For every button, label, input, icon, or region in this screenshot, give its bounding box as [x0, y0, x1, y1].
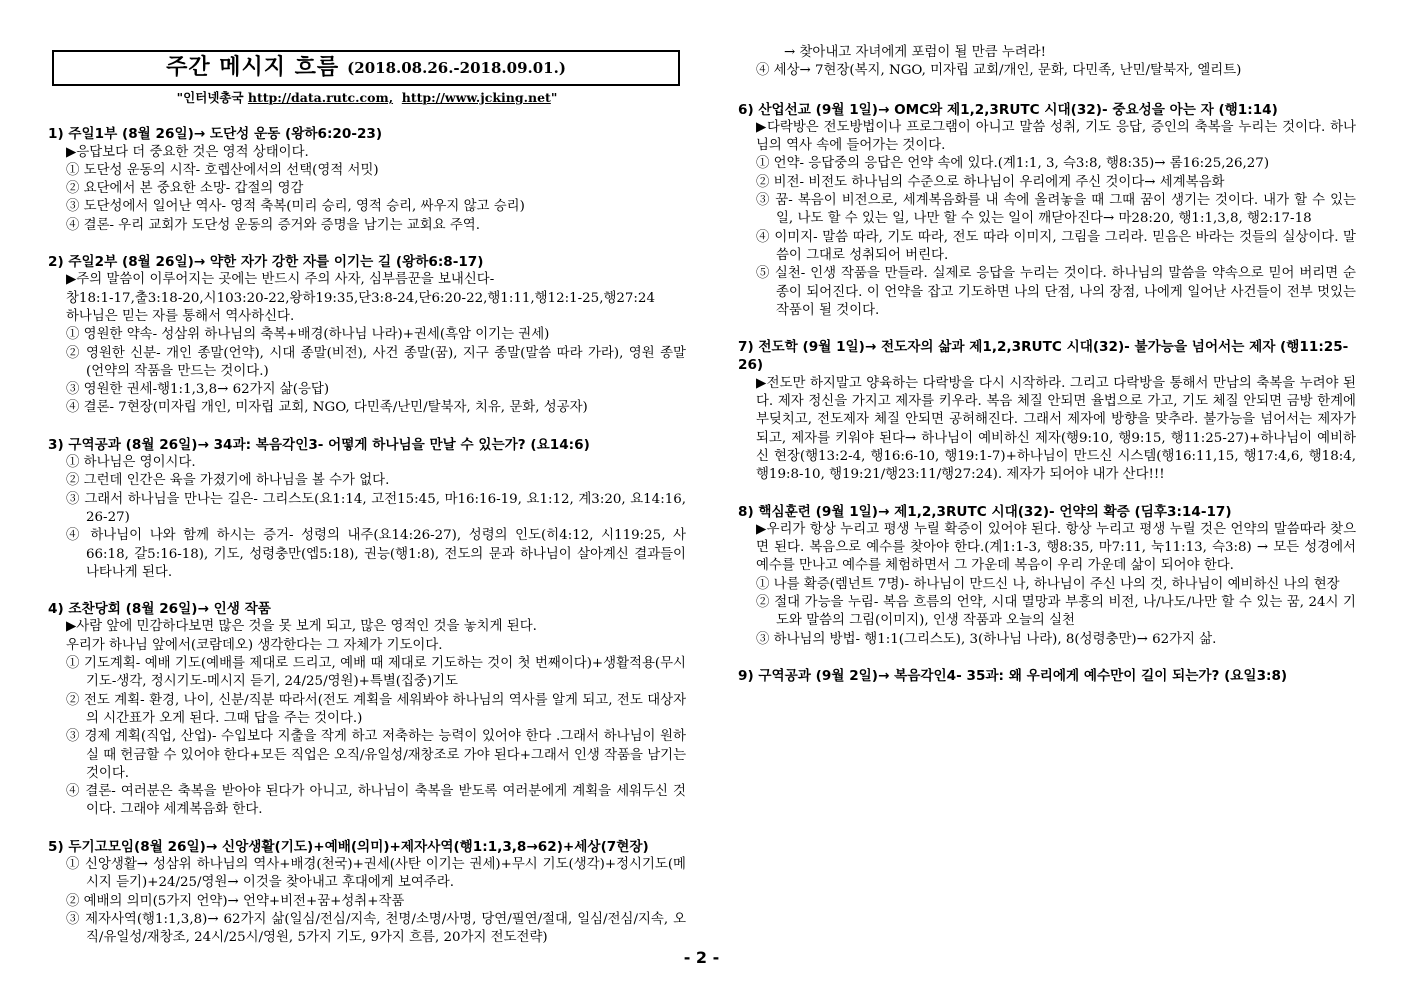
- list-item: ② 요단에서 본 중요한 소망- 갑절의 영감: [66, 181, 304, 197]
- date-range: (2018.08.26.-2018.09.01.): [347, 58, 566, 77]
- list-item: ① 하나님은 영이시다.: [66, 455, 196, 471]
- list-item: ④ 결론- 우리 교회가 도단성 운동의 증거와 증명을 남기는 교회요 주역.: [66, 217, 480, 233]
- section: [738, 667, 1356, 685]
- list-item: ② 전도 계획- 환경, 나이, 신분/직분 따라서(전도 계획을 세워봐야 하나님의 역사를 알게 되고, 전도 대상자의 시간표가 오게 된다. 그때 답을 주는 것이다.): [66, 692, 686, 726]
- section: [48, 125, 686, 235]
- section: [48, 253, 686, 418]
- list-item: ① 나를 확증(렘넌트 7명)- 하나님이 만드신 나, 하나님이 주신 나의 것, 하나님이 예비하신 나의 현장: [756, 576, 1340, 592]
- section: [48, 436, 686, 582]
- list-item: ⑤ 실천- 인생 작품을 만들라. 실제로 응답을 누리는 것이다. 하나님의 말씀을 약속으로 믿어 버리면 순종이 되어진다. 이 언약을 잡고 기도하면 나의 단점, 나의 장점, 나에게 일어난 사건들이 전부 멋있는 작품이 될 것이다.: [756, 266, 1356, 318]
- section-intro: ▶사람 앞에 민감하다보면 많은 것을 못 보게 되고, 많은 영적인 것을 놓치게 된다.: [66, 619, 537, 635]
- list-item: ① 영원한 약속- 성삼위 하나님의 축복+배경(하나님 나라)+권세(흑암 이기는 권세): [66, 327, 550, 343]
- section-intro: 하나님은 믿는 자를 통해서 역사하신다.: [66, 308, 295, 324]
- section-intro: ▶우리가 항상 누리고 평생 누릴 확증이 있어야 된다. 항상 누리고 평생 누릴 것은 언약의 말씀따라 찾으면 된다. 복음으로 예수를 찾아야 한다.(계1:1-3, 행8:35, 마7:11, 눅11:13, 슥3:8) → 모든 성경에서 예수를 만나고 예수를 체험하면서 그 가운데 복음이 우리 가운데 삶이 되어야 한다.: [756, 521, 1356, 574]
- subtitle: [48, 89, 686, 107]
- continuation-line: → 찾아내고 자녀에게 포럼이 될 만큼 누려라!: [784, 45, 1047, 60]
- list-item: ④ 이미지- 말씀 따라, 기도 따라, 전도 따라 이미지, 그림을 그리라. 믿음은 바라는 것들의 실상이다. 말씀이 그대로 성취되어 버린다.: [756, 229, 1356, 263]
- section: [738, 338, 1356, 484]
- list-item: ③ 하나님의 방법- 행1:1(그리스도), 3(하나님 나라), 8(성령충만)→ 62가지 삶.: [756, 631, 1217, 647]
- section: [738, 101, 1356, 321]
- list-item: ① 도단성 운동의 시작- 호렙산에서의 선택(영적 서밋): [66, 162, 379, 178]
- section: [48, 838, 686, 948]
- section: [738, 503, 1356, 649]
- list-item: ③ 꿈- 복음이 비전으로, 세계복음화를 내 속에 올려놓을 때 그때 꿈이 생기는 것이다. 내가 할 수 있는 일, 나도 할 수 있는 일, 나만 할 수 있는 일이 깨닫아진다→ 마28:20, 행1:1,3,8, 행2:17-18: [756, 193, 1356, 227]
- right-top-continuation: [738, 44, 1356, 81]
- list-item: ④ 결론- 7현장(미자립 개인, 미자립 교회, NGO, 다민족/난민/탈북자, 치유, 문화, 성공자): [66, 400, 588, 416]
- page-title: 주간 메시지 흐름: [166, 54, 340, 80]
- list-item: ① 신앙생활→ 성삼위 하나님의 역사+배경(천국)+권세(사탄 이기는 권세)+무시 기도(생각)+정시기도(메시지 듣기)+24/25/영원→ 이것을 찾아내고 후대에게 보여주라.: [66, 856, 686, 891]
- section-heading: 1) 주일1부 (8월 26일)→ 도단성 운동 (왕하6:20-23): [48, 126, 383, 143]
- right-sections: [738, 101, 1356, 686]
- list-item: ④ 세상→ 7현장(복지, NGO, 미자립 교회/개인, 문화, 다민족, 난민/탈북자, 엘리트): [756, 63, 1242, 79]
- list-item: ③ 그래서 하나님을 만나는 길은- 그리스도(요1:14, 고전15:45, 마16:16-19, 요1:12, 계3:20, 요14:16, 26-27): [66, 491, 686, 525]
- list-item: ② 영원한 신분- 개인 종말(언약), 시대 종말(비전), 사건 종말(꿈), 지구 종말(말씀 따라 가라), 영원 종말(언약의 작품을 만드는 것이다.): [66, 345, 686, 379]
- title-box: [52, 50, 680, 86]
- left-column: [48, 50, 686, 965]
- list-item: ② 그런데 인간은 육을 가졌기에 하나님을 볼 수가 없다.: [66, 473, 390, 489]
- section-heading: 2) 주일2부 (8월 26일)→ 약한 자가 강한 자를 이기는 길 (왕하6:8-17): [48, 254, 484, 271]
- list-item: ③ 경제 계획(직업, 산업)- 수입보다 지출을 작게 하고 저축하는 능력이 있어야 한다 .그래서 하나님이 원하실 때 헌금할 수 있어야 한다+모든 직업은 오직/유일성/재창조로 가야 된다+그래서 인생 작품을 남기는 것이다.: [66, 729, 686, 781]
- list-item: ② 비전- 비전도 하나님의 수준으로 하나님이 우리에게 주신 것이다→ 세계복음화: [756, 174, 1225, 190]
- list-item: ② 절대 가능을 누림- 복음 흐름의 언약, 시대 멸망과 부흥의 비전, 나/나도/나만 할 수 있는 꿈, 24시 기도와 말씀의 그림(이미지), 인생 작품과 오늘의 실천: [756, 595, 1356, 629]
- section-heading: 8) 핵심훈련 (9월 1일)→ 제1,2,3RUTC 시대(32)- 언약의 확증 (딤후3:14-17): [738, 503, 1232, 520]
- list-item: ② 예배의 의미(5가지 언약)→ 언약+비전+꿈+성취+작품: [66, 893, 405, 909]
- list-item: ③ 제자사역(행1:1,3,8)→ 62가지 삶(일심/전심/지속, 천명/소명/사명, 당연/필연/절대, 일심/전심/지속, 오직/유일성/재창조, 24시/25시/영원, 5가지 기도, 9가지 흐름, 20가지 전도전략): [66, 911, 686, 946]
- subtitle-prefix: "인터넷총국: [176, 90, 244, 105]
- section-heading: 3) 구역공과 (8월 26일)→ 34과: 복음각인3- 어떻게 하나님을 만날 수 있는가? (요14:6): [48, 436, 590, 453]
- list-item: ④ 하나님이 나와 함께 하시는 증거- 성령의 내주(요14:26-27), 성령의 인도(히4:12, 시119:25, 사66:18, 갈5:16-18), 기도, 성령충만(엡5:18), 권능(행1:8), 전도의 문과 하나님이 살아계신 결과들이 나타나게 된다.: [66, 528, 686, 580]
- section-intro: ▶응답보다 더 중요한 것은 영적 상태이다.: [66, 144, 309, 160]
- section-intro: ▶전도만 하지말고 양육하는 다락방을 다시 시작하라. 그리고 다락방을 통해서 만남의 축복을 누려야 된다. 제자 정신을 가지고 제자를 키우라. 복음 체질 안되면 율법으로 가고, 기도 체질 안되면 금방 한계에 부딪치고, 전도제자 체질 안되면 공허해진다. 그래서 제자에 방향을 맞추라. 불가능을 넘어서는 제자가 되고, 제자를 키워야 된다→ 하나님이 예비하신 제자(행9:10, 행9:15, 행11:25-27)+하나님이 예비하신 현장(행13:2-4, 행16:6-10, 행19:1-7)+하나님이 만드신 시스템(행16:11,15, 행17:4,6, 행18:4, 행19:8-10, 행19:21/행23:11/행27:24). 제자가 되어야 내가 산다!!!: [756, 375, 1356, 483]
- url-link-2[interactable]: http://www.jcking.net: [401, 90, 551, 105]
- section-heading: 9) 구역공과 (9월 2일)→ 복음각인4- 35과: 왜 우리에게 예수만이 길이 되는가? (요일3:8): [738, 667, 1288, 684]
- left-sections: [48, 125, 686, 947]
- page-number: - 2 -: [683, 948, 720, 967]
- section-intro: 창18:1-17,출3:18-20,시103:20-22,왕하19:35,단3:8-24,단6:20-22,행1:11,행12:1-25,행27:24: [66, 290, 655, 306]
- list-item: ④ 결론- 여러분은 축복을 받아야 된다가 아니고, 하나님이 축복을 받도록 여러분에게 계획을 세워두신 것이다. 그래야 세계복음화 한다.: [66, 784, 686, 818]
- list-item: ③ 도단성에서 일어난 역사- 영적 축복(미리 승리, 영적 승리, 싸우지 않고 승리): [66, 199, 525, 215]
- right-column: [738, 44, 1356, 703]
- section-intro: 우리가 하나님 앞에서(코람데오) 생각한다는 그 자체가 기도이다.: [66, 637, 443, 653]
- section-intro: ▶주의 말씀이 이루어지는 곳에는 반드시 주의 사자, 심부름꾼을 보내신다-: [66, 272, 495, 288]
- section: [48, 600, 686, 820]
- section-heading: 4) 조찬당회 (8월 26일)→ 인생 작품: [48, 601, 271, 618]
- section-heading: 6) 산업선교 (9월 1일)→ OMC와 제1,2,3RUTC 시대(32)- 중요성을 아는 자 (행1:14): [738, 101, 1278, 118]
- list-item: ③ 영원한 권세-행1:1,3,8→ 62가지 삶(응답): [66, 382, 330, 398]
- subtitle-suffix: ": [550, 90, 558, 105]
- section-intro: ▶다락방은 전도방법이나 프로그램이 아니고 말씀 성취, 기도 응답, 증인의 축복을 누리는 것이다. 하나님의 역사 속에 들어가는 것이다.: [756, 119, 1356, 154]
- url-link-1[interactable]: http://data.rutc.com,: [247, 90, 394, 105]
- section-heading: 7) 전도학 (9월 1일)→ 전도자의 삶과 제1,2,3RUTC 시대(32)- 불가능을 넘어서는 제자 (행11:25-26): [738, 339, 1349, 374]
- list-item: ① 기도계획- 예배 기도(예배를 제대로 드리고, 예배 때 제대로 기도하는 것이 첫 번째이다)+생활적용(무시기도-생각, 정시기도-메시지 듣기, 24/25/영원)+특별(집중)기도: [66, 656, 686, 690]
- list-item: ① 언약- 응답중의 응답은 언약 속에 있다.(계1:1, 3, 슥3:8, 행8:35)→ 롬16:25,26,27): [756, 156, 1270, 172]
- section-heading: 5) 두기고모임(8월 26일)→ 신앙생활(기도)+예배(의미)+제자사역(행1:1,3,8→62)+세상(7현장): [48, 838, 649, 855]
